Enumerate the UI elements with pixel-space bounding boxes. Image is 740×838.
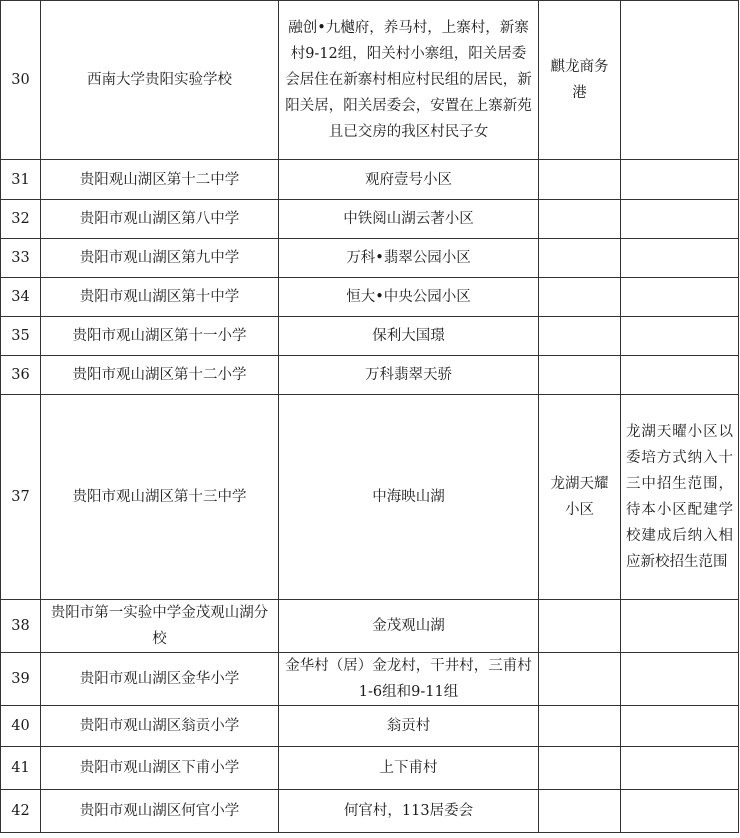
enrollment-area: 金茂观山湖 <box>279 600 539 653</box>
row-number: 34 <box>1 278 41 317</box>
school-name: 贵阳观山湖区第十二中学 <box>41 160 279 200</box>
school-name: 贵阳市观山湖区第十中学 <box>41 278 279 317</box>
enrollment-area: 万科•翡翠公园小区 <box>279 239 539 278</box>
extra-area <box>539 653 621 706</box>
row-number: 41 <box>1 747 41 790</box>
school-name: 贵阳市观山湖区第十三中学 <box>41 395 279 600</box>
remark <box>621 200 739 239</box>
extra-area <box>539 356 621 395</box>
extra-area <box>539 160 621 200</box>
table-row <box>1 1 739 160</box>
table-row <box>1 200 739 239</box>
remark <box>621 1 739 160</box>
school-name: 贵阳市观山湖区第十二小学 <box>41 356 279 395</box>
remark <box>621 790 739 833</box>
remark <box>621 747 739 790</box>
row-number: 38 <box>1 600 41 653</box>
row-number: 37 <box>1 395 41 600</box>
remark <box>621 278 739 317</box>
remark <box>621 600 739 653</box>
row-number: 36 <box>1 356 41 395</box>
enrollment-area: 融创•九樾府，养马村，上寨村，新寨村9-12组，阳关村小寨组，阳关居委会居住在新寨村相应村民组的居民，新阳关居，阳关居委会，安置在上寨新苑且已交房的我区村民子女 <box>279 1 539 160</box>
school-name: 贵阳市观山湖区第八中学 <box>41 200 279 239</box>
extra-area <box>539 706 621 747</box>
enrollment-area: 翁贡村 <box>279 706 539 747</box>
row-number: 39 <box>1 653 41 706</box>
table-row <box>1 317 739 356</box>
row-number: 30 <box>1 1 41 160</box>
row-number: 42 <box>1 790 41 833</box>
remark <box>621 239 739 278</box>
table-row <box>1 747 739 790</box>
remark <box>621 706 739 747</box>
remark <box>621 356 739 395</box>
extra-area <box>539 747 621 790</box>
school-name: 贵阳市观山湖区下甫小学 <box>41 747 279 790</box>
table-row <box>1 160 739 200</box>
row-number: 33 <box>1 239 41 278</box>
table-row <box>1 706 739 747</box>
extra-area: 龙湖天耀小区 <box>539 395 621 600</box>
enrollment-area: 观府壹号小区 <box>279 160 539 200</box>
table-row <box>1 356 739 395</box>
table-row <box>1 790 739 833</box>
enrollment-area: 上下甫村 <box>279 747 539 790</box>
extra-area <box>539 790 621 833</box>
school-name: 西南大学贵阳实验学校 <box>41 1 279 160</box>
row-number: 31 <box>1 160 41 200</box>
row-number: 35 <box>1 317 41 356</box>
enrollment-area: 保利大国璟 <box>279 317 539 356</box>
extra-area: 麒龙商务港 <box>539 1 621 160</box>
row-number: 32 <box>1 200 41 239</box>
enrollment-area: 万科翡翠天骄 <box>279 356 539 395</box>
enrollment-area: 何官村，113居委会 <box>279 790 539 833</box>
extra-area <box>539 600 621 653</box>
enrollment-area: 中铁阅山湖云著小区 <box>279 200 539 239</box>
table-row <box>1 600 739 653</box>
table-row <box>1 278 739 317</box>
enrollment-area: 中海映山湖 <box>279 395 539 600</box>
enrollment-area: 恒大•中央公园小区 <box>279 278 539 317</box>
remark: 龙湖天曜小区以委培方式纳入十三中招生范围，待本小区配建学校建成后纳入相应新校招生范围 <box>621 395 739 600</box>
row-number: 40 <box>1 706 41 747</box>
remark <box>621 160 739 200</box>
school-name: 贵阳市观山湖区翁贡小学 <box>41 706 279 747</box>
school-name: 贵阳市观山湖区第十一小学 <box>41 317 279 356</box>
extra-area <box>539 200 621 239</box>
enrollment-area: 金华村（居）金龙村，干井村，三甫村1-6组和9-11组 <box>279 653 539 706</box>
school-name: 贵阳市观山湖区金华小学 <box>41 653 279 706</box>
table-row <box>1 395 739 600</box>
school-name: 贵阳市第一实验中学金茂观山湖分校 <box>41 600 279 653</box>
table-row <box>1 653 739 706</box>
table-row <box>1 239 739 278</box>
extra-area <box>539 317 621 356</box>
remark <box>621 653 739 706</box>
school-name: 贵阳市观山湖区第九中学 <box>41 239 279 278</box>
remark <box>621 317 739 356</box>
school-name: 贵阳市观山湖区何官小学 <box>41 790 279 833</box>
extra-area <box>539 278 621 317</box>
extra-area <box>539 239 621 278</box>
